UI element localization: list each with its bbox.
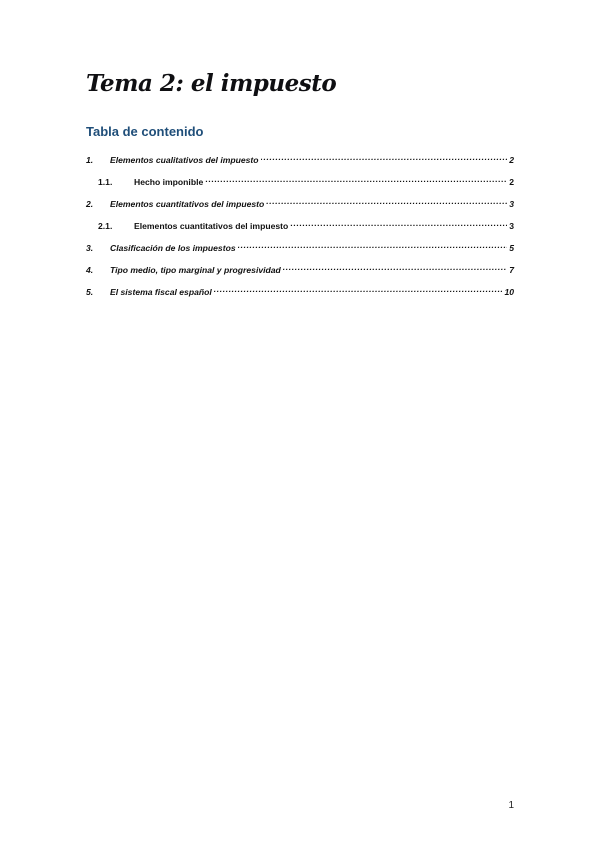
toc-entry-page: 3 — [509, 221, 514, 231]
toc-entry-page: 2 — [509, 177, 514, 187]
toc-entry-number: 4. — [86, 265, 94, 275]
toc-entry-number: 2. — [86, 199, 94, 209]
toc-entry-page: 2 — [509, 155, 514, 165]
dot-leader — [214, 284, 503, 295]
toc-entry-page: 10 — [504, 287, 514, 297]
toc-entry-label: Tipo medio, tipo marginal y progresividad — [110, 265, 281, 275]
dot-leader — [266, 196, 507, 207]
toc-entry[interactable] — [86, 240, 514, 251]
toc-entry-page: 3 — [509, 199, 514, 209]
toc-entry-number: 5. — [86, 287, 94, 297]
toc-entry-label: Elementos cualitativos del impuesto — [110, 155, 259, 165]
toc-entry[interactable] — [86, 196, 514, 207]
toc-entry[interactable] — [86, 262, 514, 273]
toc-entry-number: 1.1. — [98, 177, 113, 187]
page-number: 1 — [508, 800, 514, 811]
dot-leader — [261, 152, 508, 163]
document-title: Tema 2: el impuesto — [86, 70, 337, 97]
dot-leader — [205, 174, 507, 185]
toc-heading: Tabla de contenido — [86, 124, 204, 139]
dot-leader — [238, 240, 508, 251]
toc-entry-page: 7 — [509, 265, 514, 275]
toc-entry-number: 3. — [86, 243, 94, 253]
dot-leader — [290, 218, 507, 229]
toc-entry-label: Clasificación de los impuestos — [110, 243, 236, 253]
toc-entry-label: Elementos cuantitativos del impuesto — [134, 221, 289, 231]
toc-entry[interactable] — [86, 284, 514, 295]
toc-entry-label: Hecho imponible — [134, 177, 204, 187]
toc-entry-number: 2.1. — [98, 221, 113, 231]
toc-entry-page: 5 — [509, 243, 514, 253]
toc-entry[interactable] — [86, 152, 514, 163]
toc-entry[interactable] — [98, 174, 514, 185]
toc-entry-label: Elementos cuantitativos del impuesto — [110, 199, 265, 209]
dot-leader — [283, 262, 507, 273]
toc-entry-number: 1. — [86, 155, 94, 165]
toc-entry[interactable] — [98, 218, 514, 229]
toc-entry-label: El sistema fiscal español — [110, 287, 212, 297]
